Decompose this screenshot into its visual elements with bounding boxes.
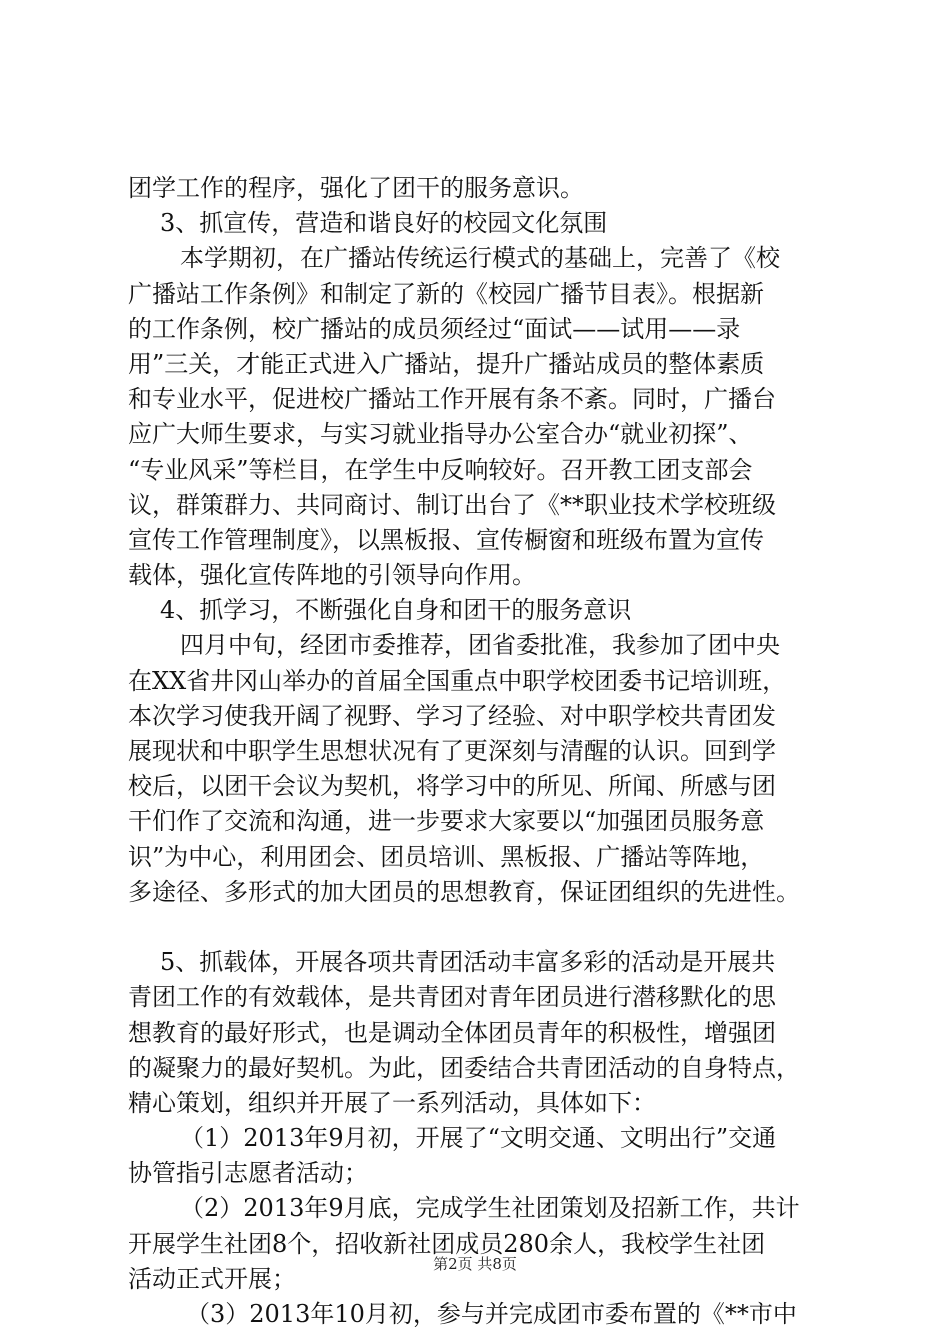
blank-line: [128, 910, 848, 945]
text-line: 识”为中心，利用团会、团员培训、黑板报、广播站等阵地，: [128, 842, 765, 871]
section-heading: 5、抓载体，开展各项共青团活动丰富多彩的活动是开展共: [160, 948, 776, 977]
section-heading: 4、抓学习，不断强化自身和团干的服务意识: [160, 596, 632, 625]
text-line: 广播站工作条例》和制定了新的《校园广播节目表》。根据新: [128, 279, 764, 308]
text-line: 在XX省井冈山举办的首届全国重点中职学校团委书记培训班，: [128, 666, 787, 695]
text-line: 青团工作的有效载体，是共青团对青年团员进行潜移默化的思: [128, 983, 776, 1012]
text-line: 的凝聚力的最好契机。为此，团委结合共青团活动的自身特点，: [128, 1053, 800, 1082]
text-line: 用”三关，才能正式进入广播站，提升广播站成员的整体素质: [128, 349, 765, 378]
text-line: 议，群策群力、共同商讨、制订出台了《**职业技术学校班级: [128, 490, 776, 519]
text-line: 的工作条例，校广播站的成员须经过“面试——试用——录: [128, 314, 741, 343]
text-line: 应广大师生要求，与实习就业指导办公室合办“就业初探”、: [128, 420, 753, 449]
text-line: 干们作了交流和沟通，进一步要求大家要以“加强团员服务意: [128, 807, 765, 836]
text-line: 载体，强化宣传阵地的引领导向作用。: [128, 561, 536, 590]
text-line: 四月中旬，经团市委推荐，团省委批准，我参加了团中央: [180, 631, 780, 660]
document-body: [128, 171, 848, 1332]
section-heading: 3、抓宣传，营造和谐良好的校园文化氛围: [160, 209, 608, 238]
text-line: 协管指引志愿者活动；: [128, 1159, 368, 1188]
text-line: 本次学习使我开阔了视野、学习了经验、对中职学校共青团发: [128, 701, 776, 730]
text-line: “专业风采”等栏目，在学生中反响较好。召开教工团支部会: [128, 455, 753, 484]
list-item: （2）2013年9月底，完成学生社团策划及招新工作，共计: [180, 1194, 800, 1223]
text-line: 宣传工作管理制度》，以黑板报、宣传橱窗和班级布置为宣传: [128, 525, 764, 554]
text-line: 多途径、多形式的加大团员的思想教育，保证团组织的先进性。: [128, 877, 800, 906]
list-item: （1）2013年9月初，开展了“文明交通、文明出行”交通: [180, 1124, 777, 1153]
text-line: 想教育的最好形式，也是调动全体团员青年的积极性，增强团: [128, 1018, 776, 1047]
text-line: 活动正式开展；: [128, 1264, 296, 1293]
text-line: 展现状和中职学生思想状况有了更深刻与清醒的认识。回到学: [128, 737, 776, 765]
text-line: 校后，以团干会议为契机，将学习中的所见、所闻、所感与团: [128, 772, 776, 801]
text-line: 和专业水平，促进校广播站工作开展有条不紊。同时，广播台: [128, 385, 776, 414]
list-item: （3）2013年10月初，参与并完成团市委布置的《**市中: [186, 1300, 797, 1328]
page-footer: 第2页 共8页: [433, 1255, 517, 1273]
text-line: 本学期初，在广播站传统运行模式的基础上，完善了《校: [180, 244, 780, 273]
text-line: 团学工作的程序，强化了团干的服务意识。: [128, 174, 584, 202]
text-line: 精心策划，组织并开展了一系列活动，具体如下：: [128, 1088, 656, 1117]
text-line: 开展学生社团8个，招收新社团成员280余人，我校学生社团: [128, 1229, 766, 1258]
